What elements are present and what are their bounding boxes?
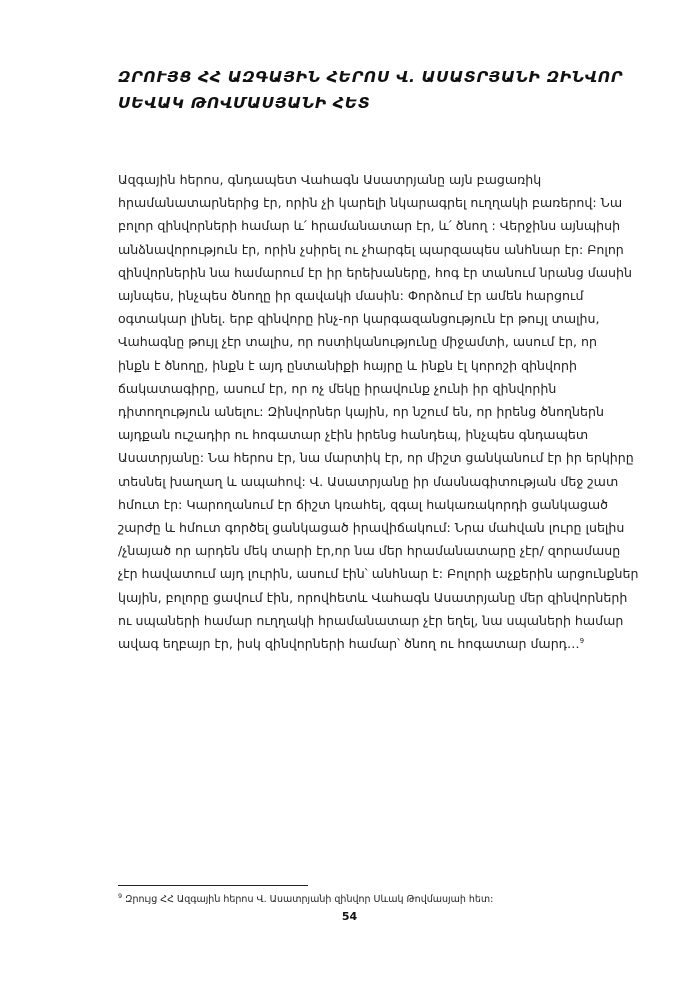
body-line: ինքն է ծնողը, ինքն է այդ ընտանիքի հայրը և ինքն էլ կորոշի զինվորի — [118, 357, 577, 373]
body-line: հրամանատարներից էր, որին չի կարելի նկարագրել ուղղակի բառերով: Նա — [118, 195, 623, 211]
body-line: զինվորներին նա համարում էր իր երեխաները, հոգ էր տանում նրանց մասին — [118, 264, 632, 280]
body-line: Ազգային հերոս, գնդապետ Վահագն Ասատրյանը այն բացառիկ — [118, 172, 542, 187]
body-line: տեսնել խաղաղ և ապահով: Վ. Ասատրյանը իր մասնագիտության մեջ շատ — [118, 473, 619, 489]
footnote — [118, 893, 598, 907]
body-paragraph — [118, 168, 639, 655]
section-heading — [118, 64, 638, 116]
footnote-number: 9 — [118, 891, 123, 900]
body-line: կային, բոլորը ցավում էին, որովհետև Վահագն Ասատրյանը մեր զինվորների — [118, 589, 628, 605]
heading-line-2: ՍԵՎԱԿ ԹՈՎՄԱՍՅԱՆԻ ՀԵՏ — [118, 94, 371, 112]
body-line: այդքան ուշադիր ու հոգատար չէին իրենց հանդեպ, ինչպես գնդապետ — [118, 427, 589, 443]
body-line: Վահագնը թույլ չէր տալիս, որ ոստիկանությունը միջամտի, ասում էր, որ — [118, 334, 597, 350]
body-line: ճակատագիրը, ասում էր, որ ոչ մեկը իրավունք չունի իր զինվորին — [118, 380, 557, 396]
body-line-last-text: ավագ եղբայր էր, իսկ զինվորների համար՝ ծնող ու հոգատար մարդ… — [118, 636, 580, 652]
body-line: հմուտ էր: Կարողանում էր ճիշտ կռահել, զգալ հակառակորդի ցանկացած — [118, 496, 608, 512]
body-line-last — [118, 632, 600, 655]
body-line: ու սպաների համար ուղղակի հրամանատար չէր եղել, նա սպաների համար — [118, 612, 624, 628]
body-line: բոլոր զինվորների համար և՛ հրամանատար էր, և՛ ծնող : Վերջինս այնպիսի — [118, 218, 621, 234]
footnote-divider — [118, 885, 308, 886]
footnote-text: Զրույց ՀՀ Ազգային հերոս Վ. Ասատրյանի զինվոր Սևակ Թովմասյաի հետ: — [125, 894, 494, 905]
body-line: շարժը և հմուտ գործել ցանկացած իրավիճակում: Նրա մահվան լուրը լսելիս — [118, 520, 625, 536]
body-line: չէր հավատում այդ լուրին, ասում էին՝ անհնար է: Բոլորի աչքերին արցունքներ — [118, 566, 639, 582]
body-line: այնպես, ինչպես ծնողը իր զավակի մասին: Փորձում էր ամեն հարցում — [118, 288, 584, 304]
body-line: անձնավորություն էր, որին չսիրել ու չհարգել պարզապես անհնար էր: Բոլոր — [118, 241, 624, 257]
footnote-reference[interactable]: 9 — [579, 636, 585, 645]
body-line: /չնայած որ արդեն մեկ տարի էր,որ նա մեր հրամանատարը չէր/ զորամասը — [118, 543, 621, 559]
page-number: 54 — [341, 910, 358, 923]
heading-line-1: ԶՐՈՒՅՑ ՀՀ ԱԶԳԱՅԻՆ ՀԵՐՈՍ Վ. ԱՍԱՏՐՅԱՆԻ ԶԻՆՎՈՐ — [118, 68, 623, 86]
body-line: օգտակար լինել. երբ զինվորը ինչ-որ կարգազանցություն էր թույլ տալիս, — [118, 311, 600, 327]
body-line: Ասատրյանը: Նա հերոս էր, նա մարտիկ էր, որ միշտ ցանկանում էր իր երկիրը — [118, 450, 634, 466]
body-line: դիտողություն անելու: Զինվորներ կային, որ նշում են, որ իրենց ծնողներն — [118, 404, 604, 420]
